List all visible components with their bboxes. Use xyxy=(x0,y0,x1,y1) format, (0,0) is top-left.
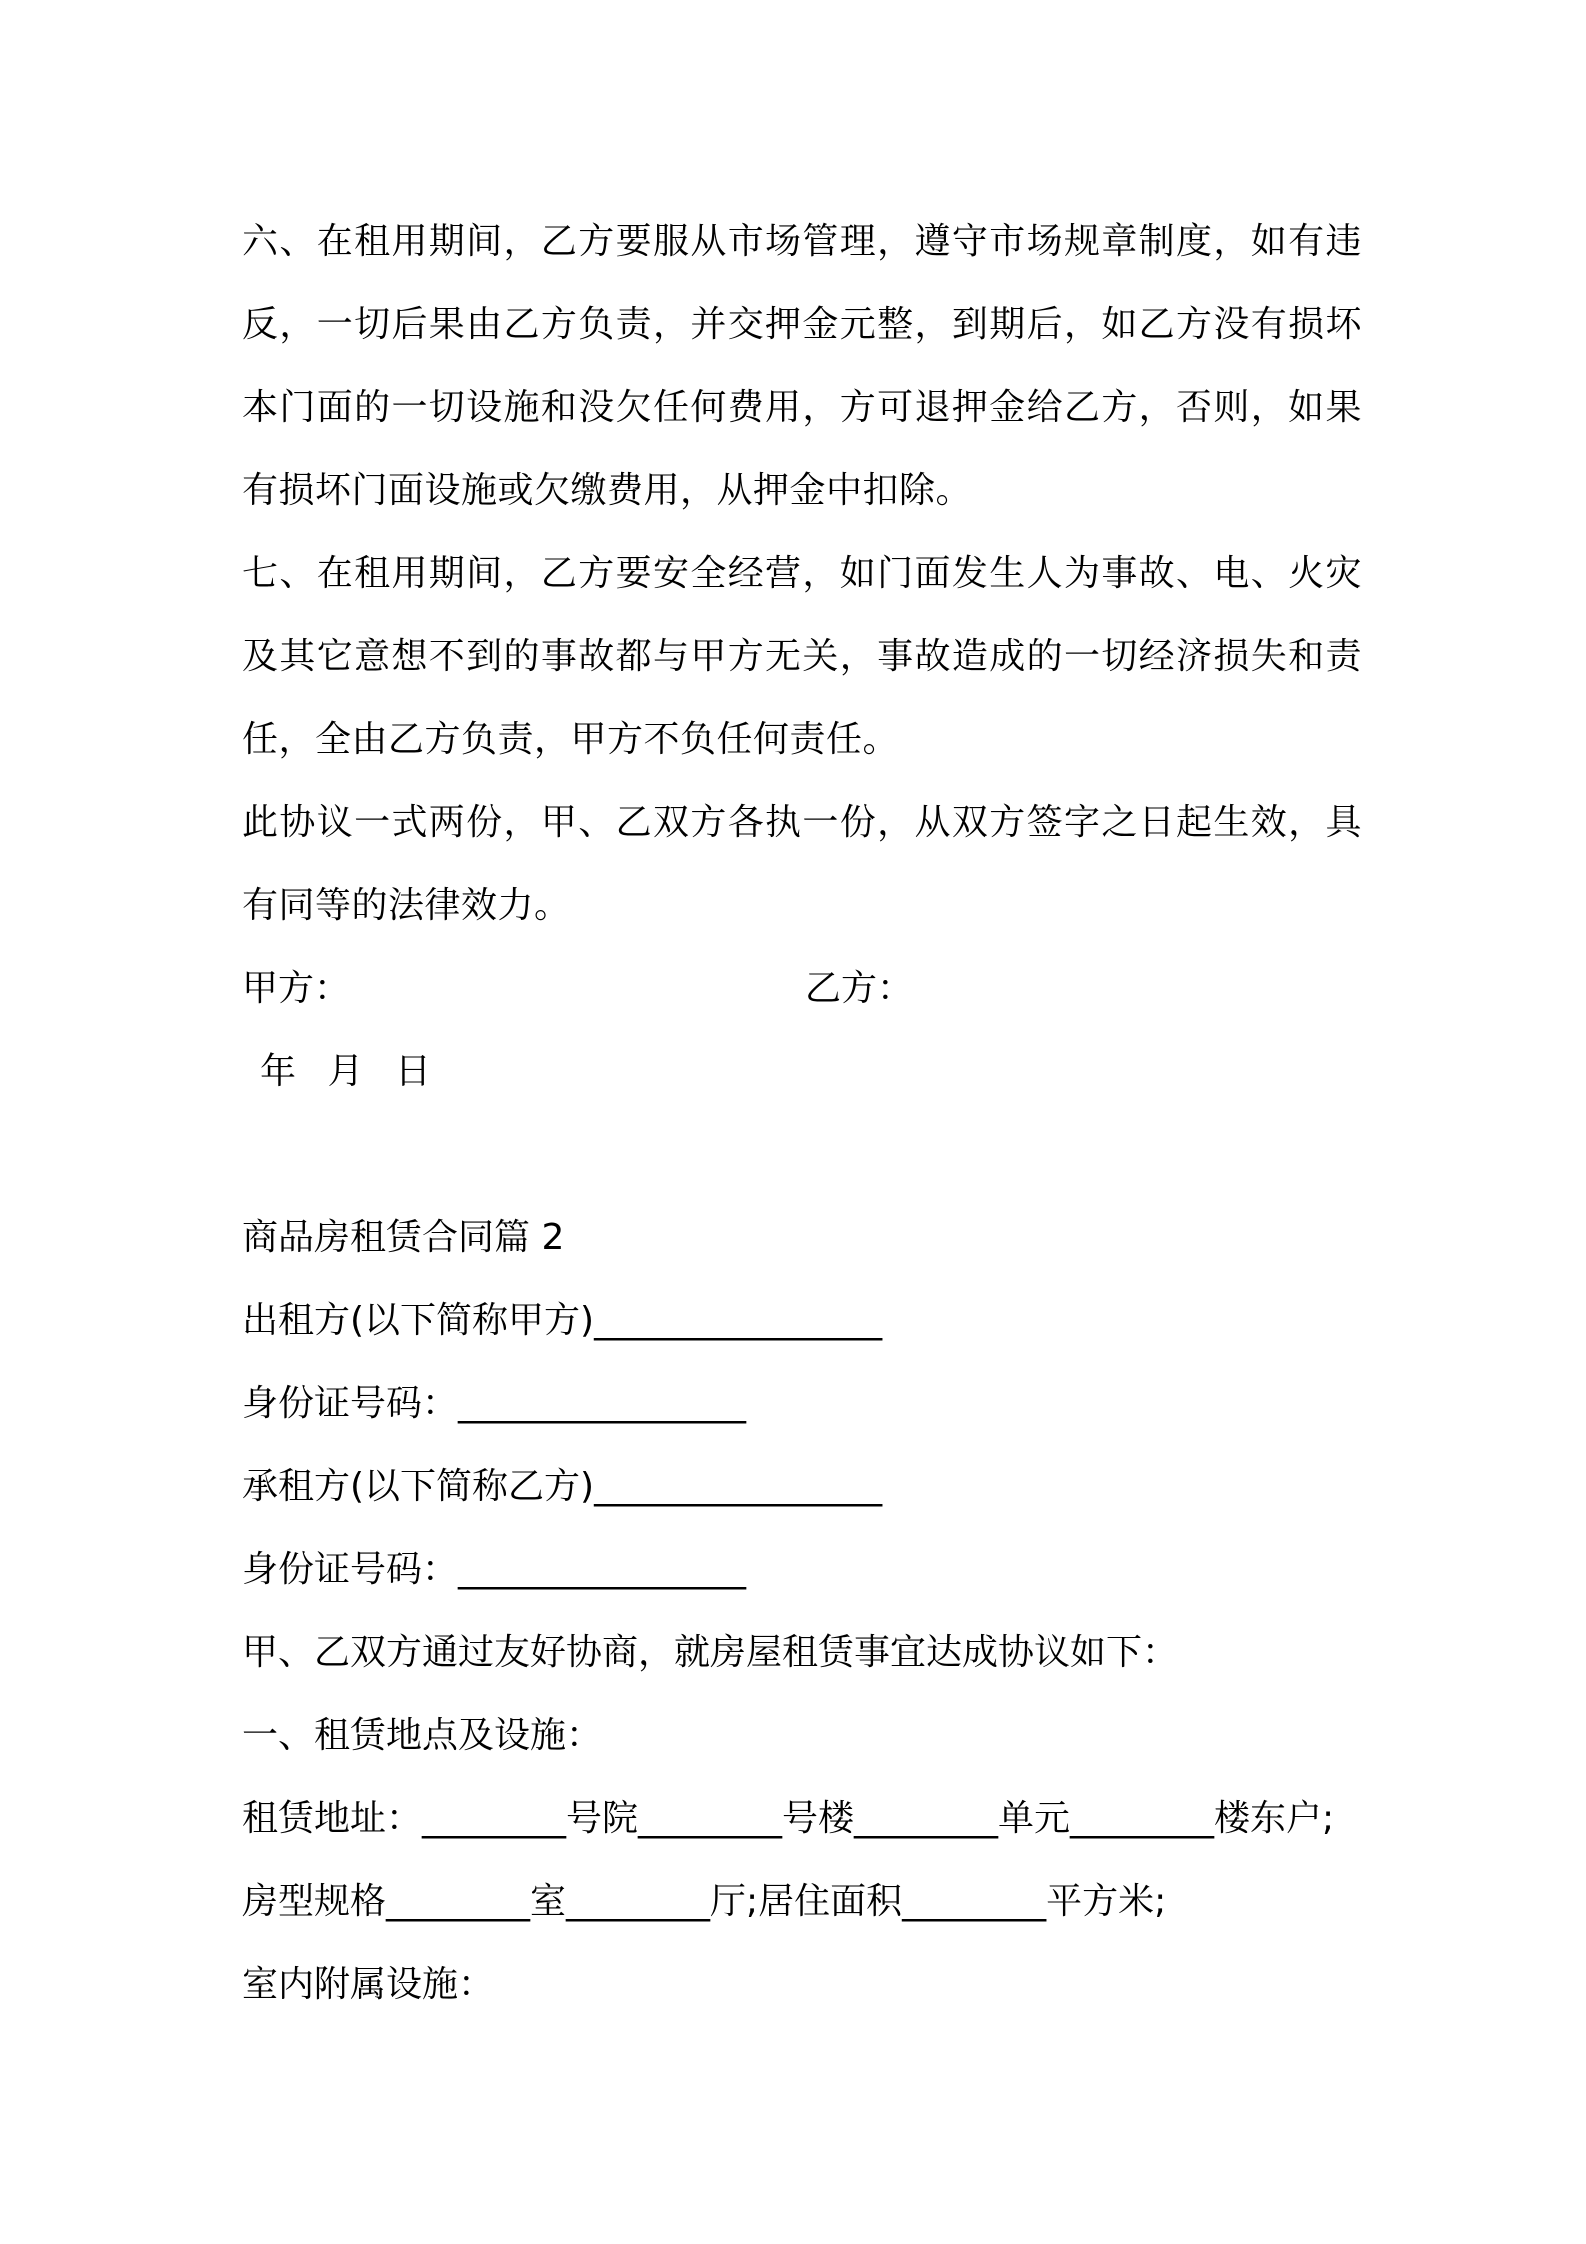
clause-copies: 此协议一式两份，甲、乙双方各执一份，从双方签字之日起生效，具有同等的法律效力。 xyxy=(242,802,1362,926)
lessee-field: 承租方(以下简称乙方)________________ xyxy=(242,1466,883,1507)
clause-six: 六、在租用期间，乙方要服从市场管理，遵守市场规章制度，如有违反，一切后果由乙方负责，并交押金元整，到期后，如乙方没有损坏本门面的一切设施和没欠任何费用，方可退押金给乙方，否则，如果有损坏门面设施或欠缴费用，从押金中扣除。 xyxy=(242,221,1362,511)
contract-title: 商品房租赁合同篇 2 xyxy=(242,1217,565,1258)
date-year: 年 xyxy=(260,1051,297,1092)
party-a-signature: 甲方： xyxy=(242,968,351,1009)
lessor-field: 出租方(以下简称甲方)________________ xyxy=(242,1300,883,1341)
document-page xyxy=(242,200,1362,2026)
address-field: 租赁地址：________号院________号楼________单元________楼东户; xyxy=(242,1798,1335,1839)
signature-row xyxy=(242,947,1362,1030)
party-b-signature: 乙方： xyxy=(805,968,914,1009)
date-month: 月 xyxy=(327,1051,364,1092)
section-one-heading: 一、租赁地点及设施： xyxy=(242,1715,603,1756)
section-gap xyxy=(242,1113,1362,1196)
layout-field: 房型规格________室________厅;居住面积________平方米; xyxy=(242,1881,1167,1922)
lessee-id-field: 身份证号码：________________ xyxy=(242,1549,747,1590)
lessor-id-field: 身份证号码：________________ xyxy=(242,1383,747,1424)
clause-seven: 七、在租用期间，乙方要安全经营，如门面发生人为事故、电、火灾及其它意想不到的事故都与甲方无关，事故造成的一切经济损失和责任，全由乙方负责，甲方不负任何责任。 xyxy=(242,553,1362,760)
agreement-intro: 甲、乙双方通过友好协商，就房屋租赁事宜达成协议如下： xyxy=(242,1632,1179,1673)
signature-date xyxy=(242,1030,1362,1113)
facilities-field: 室内附属设施： xyxy=(242,1964,495,2005)
date-day: 日 xyxy=(394,1051,431,1092)
